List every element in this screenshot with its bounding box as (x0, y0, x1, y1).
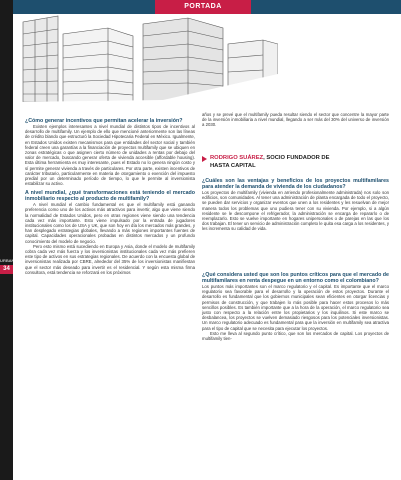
paragraph: Los puntos más importantes son el marco regulatorio y el capital. Es importante que el marco regulatorio sea favorable para el desarrollo y la operación de estos proyectos. Durante el desarrollo es fundamental que los gobiernos municipales sean eficientes en otorgar licencias y permisos de construcción, y que trabajen lo más posible para hacer estos procesos lo más sencillos posibles. Es también importante que a la hora de la operación, el marco regulatorio sea justo con respecto a la relación entre los propietarios y los inquilinos. Si este marco se desbalancea, los proyectos se vuelven demasiado riesgosos para los potenciales inversionistas. Un marco regulatorio adecuado es fundamental para que la inversión en multifamily sea atractiva para el tipo de capital que se necesita para ejecutar los proyectos. (202, 284, 389, 331)
triangle-bullet-icon (202, 156, 207, 162)
article-column-right-top (202, 112, 389, 128)
section-title: PORTADA (155, 0, 251, 14)
speaker-name-line (210, 155, 330, 162)
speaker-name: RODRIGO SUÁREZ (210, 155, 264, 161)
section-label: URBANA (0, 258, 18, 263)
question-heading: A nivel mundial, ¿qué transformaciones está teniendo el mercado inmobiliario respecto al producto de multifamily? (25, 190, 195, 203)
article-column-left (25, 118, 195, 275)
paragraph: años y se prevé que el multifamily pueda resultar siendo el sector que concentre la mayor parte de la inversión inmobiliaria a nivel mundial, llegando a ser más del 30% del universo de inversión a 2030. (202, 112, 389, 128)
paragraph: Existen ejemplos interesantes a nivel mundial de distintos tipos de incentivos al desarrollo de multifamily. Un ejemplo de ello que mencioné anteriormente son las líneas de crédito blando que estructuró la Sociedad Hipotecaria Federal en México. Igualmente, en Estados Unidos existen mecanismos para que entidades del sector social y también federal creen una garantías a la financiación de proyectos multifamily que se ubiquen en zonas estratégicas o que asignen cierto número de unidades a rentas por debajo del valor de mercado, buscando generar oferta de vivienda accesible (affordable housing). Esta última herramienta es muy interesante, pues el Estado no lo genera ningún costo y sí permite generar vivienda a través de particulares. Por otra parte, existen incentivos de carácter tributario, particularmente en materia de otorgamiento o exención del impuesto predial por un determinado período de tiempo, lo que le permite al inversionista estabilizar su activo. (25, 124, 195, 187)
paragraph: Los proyectos de multifamily (vivienda en arriendo profesionalmente administrada) nos solo son edificios, son comunidades. Al tener una administración de planta encargada de todo el proyecto, se pueden dar servicios y organizar eventos que unen a los residentes y les resuelvan de mejor manera todos los problemas que uno pudiera tener con su vivienda. Por ejemplo, si a algún residente se le descompone el refrigerador, la administración se encarga de repararlo o de reemplazarlo. Esto se vuelve importante en hogares unipersonales o de parejas en las que los dos trabajan. El tener un servicio de administración completo le quita esa carga a los residentes, y les incrementa su calidad de vida. (202, 190, 390, 232)
speaker-role: , SOCIO FUNDADOR DE (263, 155, 330, 161)
article-column-right-bottom (202, 272, 389, 341)
article-column-right-mid (202, 178, 389, 232)
speaker-company: HASTA CAPITAL (210, 163, 256, 169)
paragraph: Pero esto mismo está sucediendo en Europa y Asia, donde el modelo de multifamily cobra cada vez más fuerza y los inversionistas institucionales cada vez más prefieren este tipo de activos en sus estrategias regionales. De acuerdo con la encuesta global de inversionistas realizada por CBRE, alrededor del 35% de los inversionistas manifiestan que el sector más deseado para invertir es el residencial. Y según esta misma firma consultora, está tendencia se reforzará en los próximos (25, 243, 195, 275)
page-number: 34 (0, 265, 13, 274)
building-illustration (13, 14, 278, 102)
question-heading: ¿Qué considera usted que son los puntos críticos para que el mercado de multifamilares en renta despegue en un entorno como el colombiano? (202, 272, 389, 284)
paragraph: Esto me lleva al segundo punto crítico, que son los mercados de capital. Los proyectos de multifamily tien- (202, 330, 389, 341)
paragraph: A nivel mundial el cambio fundamental es que el multifamily está ganando preferencia como uno de los activos más atractivos para invertir, algo que viene siendo la normalidad de Estados Unidos, pero en otras regiones viene siendo una tendencia cada vez más importante. Esto viene impulsado por la entrada de jugadores institucionales como los de USA y UK, que son hoy en día los mercados más grandes, y han desplegado estrategias globales, llevando a más regiones importantes fuentes de capital. Capacidades operacionales probadas en distintos mercados y un profundo conocimiento del modelo de negocio. (25, 202, 195, 244)
question-heading: ¿Cómo generar incentivos que permitan acelerar la inversión? (25, 118, 183, 124)
section-sidebar (0, 0, 18, 480)
header-bar (13, 0, 401, 14)
speaker-byline (202, 155, 389, 177)
question-heading: ¿Cuáles son las ventajas y beneficios de los proyectos multifamilares para atender la demanda de vivienda de los ciudadanos? (202, 178, 389, 190)
